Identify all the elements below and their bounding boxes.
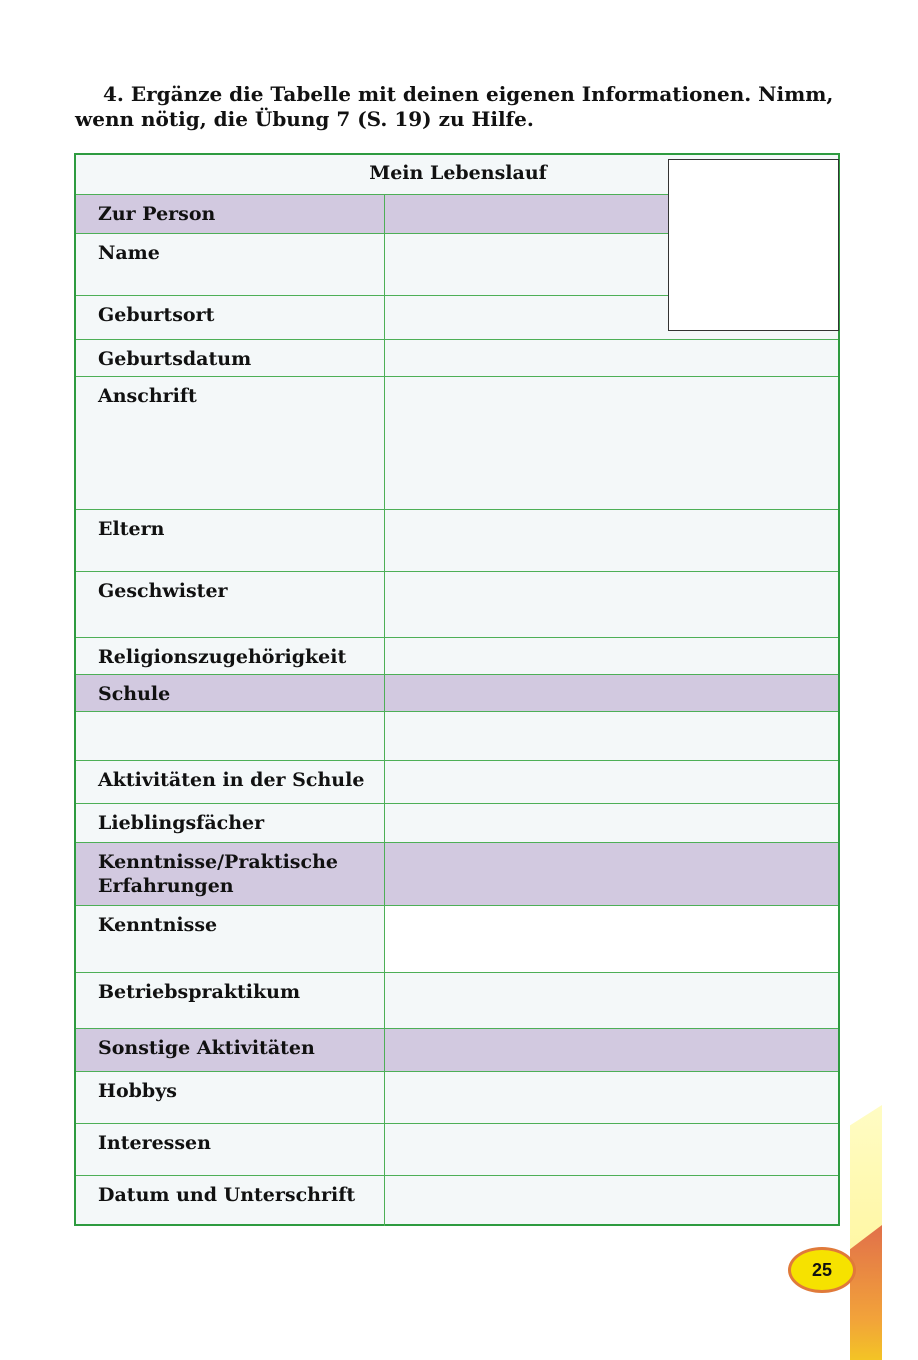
geschwister-answer-cell[interactable] <box>384 572 838 637</box>
table-row-eltern <box>76 510 838 572</box>
table-row-kenntnisse <box>76 906 838 973</box>
row-label: Aktivitäten in der Schule <box>98 769 365 791</box>
row-label: Eltern <box>98 518 165 540</box>
section-value-cell <box>384 843 838 905</box>
instruction-line-1: 4. Ergänze die Tabelle mit deinen eigenen Informationen. Nimm, <box>103 82 834 106</box>
table-row-interessen <box>76 1124 838 1176</box>
hobbys-answer-cell[interactable] <box>384 1072 838 1123</box>
unterschrift-answer-cell[interactable] <box>384 1176 838 1226</box>
table-row-aktivitaeten-schule <box>76 761 838 804</box>
row-label: Anschrift <box>98 385 197 407</box>
exercise-instruction <box>75 82 845 132</box>
page-number-badge: 25 <box>788 1247 856 1293</box>
aktivitaeten-answer-cell[interactable] <box>384 761 838 803</box>
section-value-cell <box>384 675 838 711</box>
table-row-hobbys <box>76 1072 838 1124</box>
table-row-blank <box>76 712 838 761</box>
row-label: Kenntnisse <box>98 914 218 936</box>
row-label: Zur Person <box>98 203 216 225</box>
row-label: Geburtsdatum <box>98 348 252 370</box>
kenntnisse-answer-cell[interactable] <box>384 906 838 972</box>
row-label: Betriebspraktikum <box>98 981 301 1003</box>
section-row-schule <box>76 675 838 712</box>
row-label: Name <box>98 242 160 264</box>
row-label: Lieblingsfächer <box>98 812 265 834</box>
interessen-answer-cell[interactable] <box>384 1124 838 1175</box>
row-label: Schule <box>98 683 171 705</box>
row-label: Hobbys <box>98 1080 177 1102</box>
section-value-cell <box>384 1029 838 1071</box>
photo-placeholder[interactable] <box>668 159 839 331</box>
table-row-religionszugehoerigkeit <box>76 638 838 675</box>
section-row-sonstige-aktivitaeten <box>76 1029 838 1072</box>
table-row-lieblingsfaecher <box>76 804 838 843</box>
row-label: Religionszugehörigkeit <box>98 646 347 668</box>
section-row-kenntnisse-praktische-erfahrungen <box>76 843 838 906</box>
anschrift-answer-cell[interactable] <box>384 377 838 509</box>
table-row-geschwister <box>76 572 838 638</box>
table-row-datum-unterschrift <box>76 1176 838 1226</box>
betriebspraktikum-answer-cell[interactable] <box>384 973 838 1028</box>
row-label: Datum und Unterschrift <box>98 1184 356 1206</box>
lieblingsfaecher-answer-cell[interactable] <box>384 804 838 842</box>
geburtsdatum-answer-cell[interactable] <box>384 340 838 376</box>
instruction-line-2: wenn nötig, die Übung 7 (S. 19) zu Hilfe. <box>75 107 534 131</box>
religion-answer-cell[interactable] <box>384 638 838 674</box>
row-label: Geschwister <box>98 580 228 602</box>
eltern-answer-cell[interactable] <box>384 510 838 571</box>
row-label: Interessen <box>98 1132 211 1154</box>
table-title: Mein Lebenslauf <box>369 162 547 184</box>
row-label: Sonstige Aktivitäten <box>98 1037 315 1059</box>
row-label: Kenntnisse/Praktische Erfahrungen <box>98 851 338 897</box>
blank-answer-cell[interactable] <box>384 712 838 760</box>
table-row-geburtsdatum <box>76 340 838 377</box>
table-row-betriebspraktikum <box>76 973 838 1029</box>
row-label: Geburtsort <box>98 304 215 326</box>
table-row-anschrift <box>76 377 838 510</box>
